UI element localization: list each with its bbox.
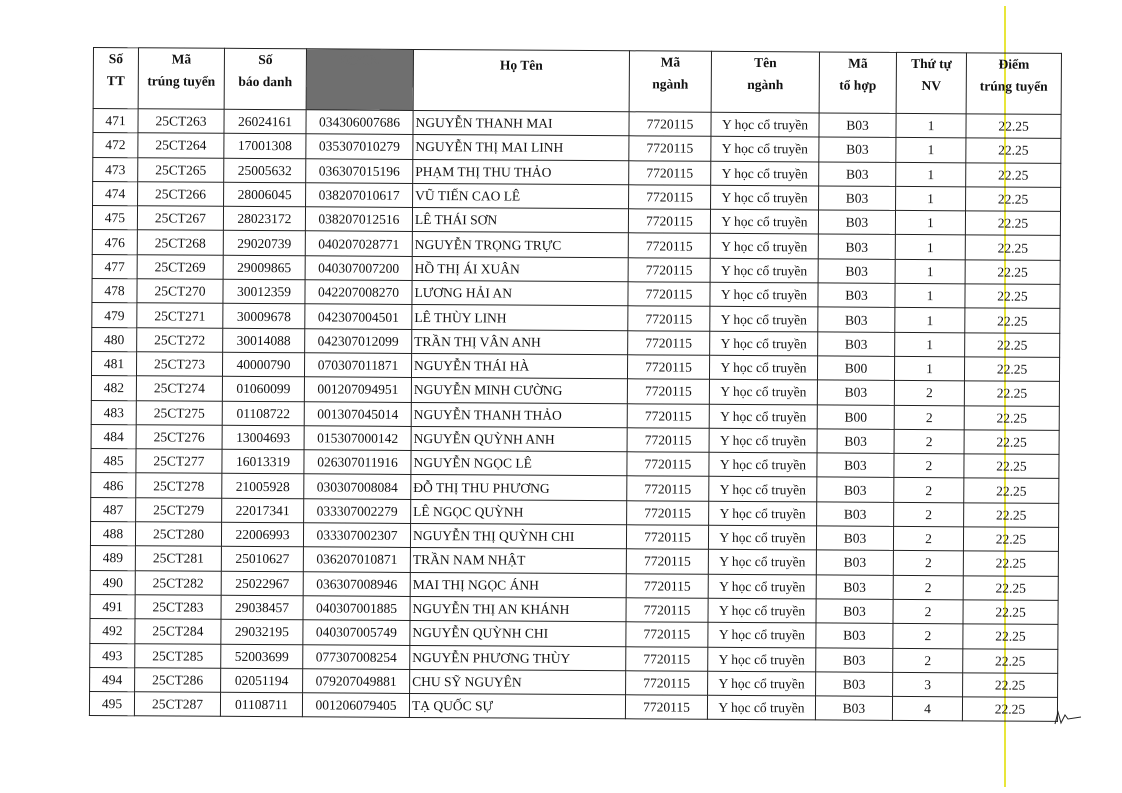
cell-ddcn: 042307012099 bbox=[305, 328, 412, 353]
cell-ddcn: 033307002279 bbox=[304, 499, 411, 524]
cell-ho-ten: NGUYỄN THANH THẢO bbox=[411, 402, 627, 428]
cell-ma-nganh: 7720115 bbox=[628, 209, 710, 234]
cell-so-bao-danh: 17001308 bbox=[224, 134, 306, 159]
cell-diem: 22.25 bbox=[964, 405, 1059, 430]
cell-ma-trung-tuyen: 25CT280 bbox=[135, 522, 221, 547]
cell-ma-nganh: 7720115 bbox=[628, 233, 710, 258]
cell-stt: 473 bbox=[93, 157, 138, 182]
cell-ho-ten: NGUYỄN PHƯƠNG THÙY bbox=[410, 645, 626, 671]
cell-stt: 478 bbox=[92, 279, 137, 304]
cell-ma-trung-tuyen: 25CT270 bbox=[137, 279, 223, 304]
cell-diem: 22.25 bbox=[963, 648, 1058, 673]
cell-diem: 22.25 bbox=[966, 187, 1061, 212]
cell-ddcn: 036207010871 bbox=[303, 547, 410, 572]
cell-ma-to-hop: B03 bbox=[816, 672, 893, 697]
cell-ten-nganh: Y học cổ truyền bbox=[708, 525, 816, 550]
cell-so-bao-danh: 22017341 bbox=[222, 498, 304, 523]
cell-stt: 475 bbox=[92, 206, 137, 231]
cell-ddcn: 034306007686 bbox=[306, 110, 413, 135]
cell-stt: 488 bbox=[90, 522, 135, 547]
header-thu-tu-nv: Thứ tự NV bbox=[896, 52, 966, 113]
cell-ma-to-hop: B03 bbox=[818, 283, 895, 308]
cell-stt: 491 bbox=[90, 594, 135, 619]
cell-ho-ten: PHẠM THỊ THU THẢO bbox=[413, 159, 629, 185]
cell-ma-to-hop: B00 bbox=[817, 404, 894, 429]
cell-ma-nganh: 7720115 bbox=[628, 330, 710, 355]
table-row bbox=[89, 692, 1057, 722]
header-ten-nganh: Tên ngành bbox=[711, 51, 819, 113]
cell-ma-to-hop: B03 bbox=[817, 453, 894, 478]
cell-stt: 492 bbox=[90, 619, 135, 644]
cell-ten-nganh: Y học cổ truyền bbox=[709, 355, 817, 380]
cell-stt: 494 bbox=[90, 667, 135, 692]
cell-so-bao-danh: 29032195 bbox=[221, 620, 303, 645]
cell-ten-nganh: Y học cổ truyền bbox=[709, 501, 817, 526]
cell-ddcn: 079207049881 bbox=[303, 669, 410, 694]
cell-thu-tu-nv: 1 bbox=[896, 138, 966, 163]
cell-diem: 22.25 bbox=[963, 624, 1058, 649]
cell-stt: 471 bbox=[93, 109, 138, 134]
cell-ddcn: 001307045014 bbox=[304, 401, 411, 426]
cell-so-bao-danh: 29020739 bbox=[223, 231, 305, 256]
cell-stt: 479 bbox=[92, 303, 137, 328]
cell-ma-to-hop: B03 bbox=[818, 234, 895, 259]
cell-ma-to-hop: B03 bbox=[819, 186, 896, 211]
cell-ho-ten: CHU SỸ NGUYÊN bbox=[410, 669, 626, 695]
cell-ma-trung-tuyen: 25CT266 bbox=[138, 182, 224, 207]
cell-thu-tu-nv: 1 bbox=[895, 308, 965, 333]
cell-ten-nganh: Y học cổ truyền bbox=[709, 428, 817, 453]
cell-ma-to-hop: B03 bbox=[819, 162, 896, 187]
cell-stt: 480 bbox=[92, 327, 137, 352]
admission-list-table bbox=[89, 47, 1062, 722]
cell-ma-trung-tuyen: 25CT274 bbox=[136, 376, 222, 401]
cell-ho-ten: LÊ THÙY LINH bbox=[412, 305, 628, 331]
cell-diem: 22.25 bbox=[965, 308, 1060, 333]
cell-stt: 472 bbox=[93, 133, 138, 158]
cell-thu-tu-nv: 1 bbox=[895, 283, 965, 308]
cell-ma-nganh: 7720115 bbox=[626, 573, 708, 598]
header-diem-trung-tuyen: Điểm trúng tuyển bbox=[966, 53, 1061, 115]
cell-ten-nganh: Y học cổ truyền bbox=[709, 477, 817, 502]
cell-stt: 485 bbox=[91, 449, 136, 474]
cell-thu-tu-nv: 2 bbox=[894, 405, 964, 430]
cell-ho-ten: LÊ NGỌC QUỲNH bbox=[411, 499, 627, 525]
cell-so-bao-danh: 25022967 bbox=[221, 571, 303, 596]
cell-diem: 22.25 bbox=[964, 503, 1059, 528]
cell-ma-to-hop: B03 bbox=[816, 526, 893, 551]
cell-ddcn: 040307001885 bbox=[303, 596, 410, 621]
cell-thu-tu-nv: 1 bbox=[895, 259, 965, 284]
cell-thu-tu-nv: 1 bbox=[896, 162, 966, 187]
cell-ma-nganh: 7720115 bbox=[627, 355, 709, 380]
header-ho-ten: Họ Tên bbox=[413, 49, 629, 111]
cell-thu-tu-nv: 2 bbox=[894, 478, 964, 503]
cell-ma-to-hop: B03 bbox=[818, 210, 895, 235]
cell-ddcn: 042307004501 bbox=[305, 304, 412, 329]
cell-diem: 22.25 bbox=[962, 697, 1057, 722]
cell-thu-tu-nv: 1 bbox=[896, 113, 966, 138]
cell-ma-trung-tuyen: 25CT285 bbox=[135, 643, 221, 668]
cell-so-bao-danh: 30012359 bbox=[223, 279, 305, 304]
cell-ho-ten: NGUYỄN NGỌC LÊ bbox=[411, 451, 627, 477]
cell-ma-to-hop: B03 bbox=[816, 647, 893, 672]
cell-ma-trung-tuyen: 25CT271 bbox=[137, 303, 223, 328]
cell-ma-trung-tuyen: 25CT264 bbox=[138, 133, 224, 158]
cell-ho-ten: TRẦN NAM NHẬT bbox=[410, 548, 626, 574]
cell-stt: 482 bbox=[91, 376, 136, 401]
cell-so-bao-danh: 02051194 bbox=[221, 668, 303, 693]
cell-so-bao-danh: 21005928 bbox=[222, 474, 304, 499]
header-ma-trung-tuyen: Mã trúng tuyển bbox=[138, 48, 224, 110]
cell-ho-ten: LÊ THÁI SƠN bbox=[412, 208, 628, 234]
cell-diem: 22.25 bbox=[964, 478, 1059, 503]
cell-ten-nganh: Y học cổ truyền bbox=[710, 258, 818, 283]
cell-ma-trung-tuyen: 25CT279 bbox=[136, 498, 222, 523]
cell-ma-nganh: 7720115 bbox=[627, 501, 709, 526]
cell-ho-ten: NGUYỄN TRỌNG TRỰC bbox=[412, 232, 628, 258]
cell-ma-to-hop: B03 bbox=[816, 623, 893, 648]
cell-thu-tu-nv: 2 bbox=[893, 526, 963, 551]
cell-ddcn: 001206079405 bbox=[302, 693, 409, 718]
cell-ddcn: 038207012516 bbox=[305, 207, 412, 232]
cell-ma-nganh: 7720115 bbox=[628, 282, 710, 307]
cell-ma-trung-tuyen: 25CT284 bbox=[135, 619, 221, 644]
cell-thu-tu-nv: 2 bbox=[893, 599, 963, 624]
cell-ma-trung-tuyen: 25CT286 bbox=[135, 668, 221, 693]
cell-ten-nganh: Y học cổ truyền bbox=[710, 331, 818, 356]
cell-ho-ten: MAI THỊ NGỌC ÁNH bbox=[410, 572, 626, 598]
cell-ma-trung-tuyen: 25CT265 bbox=[138, 157, 224, 182]
table-body bbox=[89, 109, 1061, 722]
cell-ma-trung-tuyen: 25CT281 bbox=[135, 546, 221, 571]
cell-ho-ten: ĐỖ THỊ THU PHƯƠNG bbox=[411, 475, 627, 501]
cell-ten-nganh: Y học cổ truyền bbox=[711, 161, 819, 186]
cell-so-bao-danh: 25005632 bbox=[224, 158, 306, 183]
cell-stt: 495 bbox=[89, 692, 134, 717]
cell-thu-tu-nv: 2 bbox=[893, 624, 963, 649]
cell-ma-trung-tuyen: 25CT277 bbox=[136, 449, 222, 474]
cell-ma-nganh: 7720115 bbox=[627, 476, 709, 501]
cell-ma-to-hop: B03 bbox=[817, 477, 894, 502]
cell-diem: 22.25 bbox=[965, 235, 1060, 260]
cell-so-bao-danh: 30009678 bbox=[223, 304, 305, 329]
cell-ma-trung-tuyen: 25CT278 bbox=[136, 473, 222, 498]
cell-ma-trung-tuyen: 25CT263 bbox=[138, 109, 224, 134]
cell-so-bao-danh: 01108722 bbox=[222, 401, 304, 426]
cell-so-bao-danh: 13004693 bbox=[222, 425, 304, 450]
cell-ma-nganh: 7720115 bbox=[629, 136, 711, 161]
cell-diem: 22.25 bbox=[965, 211, 1060, 236]
cell-ma-nganh: 7720115 bbox=[627, 428, 709, 453]
header-ddcn: ĐDCN bbox=[306, 49, 413, 111]
cell-ma-nganh: 7720115 bbox=[626, 622, 708, 647]
cell-so-bao-danh: 01060099 bbox=[222, 377, 304, 402]
cell-so-bao-danh: 22006993 bbox=[221, 522, 303, 547]
cell-diem: 22.25 bbox=[964, 381, 1059, 406]
cell-ten-nganh: Y học cổ truyền bbox=[708, 671, 816, 696]
cell-ma-to-hop: B03 bbox=[817, 380, 894, 405]
cell-ddcn: 001207094951 bbox=[304, 377, 411, 402]
cell-thu-tu-nv: 2 bbox=[893, 551, 963, 576]
cell-ma-nganh: 7720115 bbox=[625, 695, 707, 720]
cell-thu-tu-nv: 2 bbox=[893, 648, 963, 673]
cell-so-bao-danh: 28006045 bbox=[224, 182, 306, 207]
cell-ma-to-hop: B03 bbox=[818, 307, 895, 332]
cell-ma-to-hop: B03 bbox=[816, 575, 893, 600]
cell-so-bao-danh: 28023172 bbox=[223, 206, 305, 231]
cell-ho-ten: NGUYỄN THÁI HÀ bbox=[411, 353, 627, 379]
cell-thu-tu-nv: 3 bbox=[893, 672, 963, 697]
cell-thu-tu-nv: 2 bbox=[894, 381, 964, 406]
cell-thu-tu-nv: 1 bbox=[894, 356, 964, 381]
cell-stt: 476 bbox=[92, 230, 137, 255]
cell-ho-ten: NGUYỄN QUỲNH CHI bbox=[410, 621, 626, 647]
cell-ho-ten: NGUYỄN MINH CƯỜNG bbox=[411, 378, 627, 404]
cell-ma-to-hop: B03 bbox=[817, 429, 894, 454]
cell-ma-to-hop: B03 bbox=[819, 113, 896, 138]
cell-ten-nganh: Y học cổ truyền bbox=[708, 598, 816, 623]
cell-so-bao-danh: 52003699 bbox=[221, 644, 303, 669]
cell-stt: 481 bbox=[91, 351, 136, 376]
cell-diem: 22.25 bbox=[963, 673, 1058, 698]
cell-ten-nganh: Y học cổ truyền bbox=[711, 185, 819, 210]
cell-thu-tu-nv: 1 bbox=[895, 211, 965, 236]
cell-ho-ten: NGUYỄN THANH MAI bbox=[413, 110, 629, 136]
cell-ma-nganh: 7720115 bbox=[626, 646, 708, 671]
cell-ddcn: 026307011916 bbox=[304, 450, 411, 475]
cell-diem: 22.25 bbox=[963, 600, 1058, 625]
cell-ddcn: 077307008254 bbox=[303, 644, 410, 669]
admission-list-table-wrapper bbox=[89, 47, 1062, 722]
cell-ddcn: 070307011871 bbox=[304, 353, 411, 378]
cell-ddcn: 036307015196 bbox=[306, 158, 413, 183]
cell-ma-nganh: 7720115 bbox=[626, 598, 708, 623]
cell-thu-tu-nv: 1 bbox=[896, 186, 966, 211]
cell-diem: 22.25 bbox=[966, 138, 1061, 163]
cell-ten-nganh: Y học cổ truyền bbox=[708, 550, 816, 575]
cell-ho-ten: NGUYỄN THỊ MAI LINH bbox=[413, 135, 629, 161]
cell-so-bao-danh: 01108711 bbox=[220, 692, 302, 717]
cell-ten-nganh: Y học cổ truyền bbox=[709, 452, 817, 477]
cell-diem: 22.25 bbox=[965, 260, 1060, 285]
table-header-row bbox=[93, 48, 1061, 115]
cell-diem: 22.25 bbox=[964, 430, 1059, 455]
cell-ma-trung-tuyen: 25CT283 bbox=[135, 595, 221, 620]
cell-ma-to-hop: B03 bbox=[815, 696, 892, 721]
cell-so-bao-danh: 29038457 bbox=[221, 595, 303, 620]
cell-ho-ten: LƯƠNG HẢI AN bbox=[412, 281, 628, 307]
cell-ma-trung-tuyen: 25CT268 bbox=[137, 230, 223, 255]
cell-diem: 22.25 bbox=[965, 284, 1060, 309]
cell-ma-trung-tuyen: 25CT287 bbox=[134, 692, 220, 717]
cell-ma-to-hop: B03 bbox=[816, 599, 893, 624]
cell-thu-tu-nv: 2 bbox=[894, 502, 964, 527]
cell-ma-to-hop: B03 bbox=[818, 332, 895, 357]
cell-ho-ten: NGUYỄN THỊ AN KHÁNH bbox=[410, 596, 626, 622]
cell-ddcn: 040207028771 bbox=[305, 231, 412, 256]
cell-ten-nganh: Y học cổ truyền bbox=[711, 137, 819, 162]
cell-diem: 22.25 bbox=[966, 114, 1061, 139]
cell-thu-tu-nv: 4 bbox=[892, 697, 962, 722]
cell-ma-nganh: 7720115 bbox=[626, 549, 708, 574]
cell-so-bao-danh: 26024161 bbox=[224, 109, 306, 134]
cell-ma-trung-tuyen: 25CT269 bbox=[137, 255, 223, 280]
cell-ddcn: 036307008946 bbox=[303, 571, 410, 596]
cell-diem: 22.25 bbox=[964, 454, 1059, 479]
cell-thu-tu-nv: 1 bbox=[895, 332, 965, 357]
cell-ho-ten: HỒ THỊ ÁI XUÂN bbox=[412, 256, 628, 282]
cell-so-bao-danh: 25010627 bbox=[221, 547, 303, 572]
cell-ma-nganh: 7720115 bbox=[626, 525, 708, 550]
cell-so-bao-danh: 29009865 bbox=[223, 255, 305, 280]
cell-ma-to-hop: B03 bbox=[817, 502, 894, 527]
cell-ma-to-hop: B03 bbox=[816, 550, 893, 575]
cell-ma-nganh: 7720115 bbox=[629, 160, 711, 185]
cell-ma-nganh: 7720115 bbox=[628, 306, 710, 331]
cell-ddcn: 040307007200 bbox=[305, 256, 412, 281]
cell-ho-ten: VŨ TIẾN CAO LÊ bbox=[413, 183, 629, 209]
cell-stt: 484 bbox=[91, 424, 136, 449]
header-ma-nganh: Mã ngành bbox=[629, 51, 711, 112]
cell-stt: 474 bbox=[93, 181, 138, 206]
header-stt: Số TT bbox=[93, 48, 138, 109]
signature-mark bbox=[1053, 706, 1083, 728]
cell-stt: 486 bbox=[91, 473, 136, 498]
cell-ten-nganh: Y học cổ truyền bbox=[707, 695, 815, 720]
cell-thu-tu-nv: 2 bbox=[893, 575, 963, 600]
cell-diem: 22.25 bbox=[963, 575, 1058, 600]
cell-ddcn: 035307010279 bbox=[306, 134, 413, 159]
cell-ma-nganh: 7720115 bbox=[626, 671, 708, 696]
cell-ma-trung-tuyen: 25CT273 bbox=[136, 352, 222, 377]
cell-thu-tu-nv: 1 bbox=[895, 235, 965, 260]
cell-ma-trung-tuyen: 25CT267 bbox=[137, 206, 223, 231]
cell-ten-nganh: Y học cổ truyền bbox=[708, 647, 816, 672]
cell-ho-ten: TẠ QUỐC SỰ bbox=[409, 694, 625, 720]
header-ma-to-hop: Mã tổ hợp bbox=[819, 52, 896, 113]
cell-ma-trung-tuyen: 25CT276 bbox=[136, 425, 222, 450]
cell-ten-nganh: Y học cổ truyền bbox=[710, 307, 818, 332]
cell-ma-nganh: 7720115 bbox=[627, 403, 709, 428]
cell-ma-trung-tuyen: 25CT275 bbox=[136, 400, 222, 425]
cell-ddcn: 030307008084 bbox=[304, 474, 411, 499]
cell-stt: 490 bbox=[90, 570, 135, 595]
cell-ten-nganh: Y học cổ truyền bbox=[709, 404, 817, 429]
cell-stt: 477 bbox=[92, 254, 137, 279]
cell-thu-tu-nv: 2 bbox=[894, 429, 964, 454]
cell-diem: 22.25 bbox=[964, 357, 1059, 382]
cell-ma-to-hop: B03 bbox=[819, 137, 896, 162]
cell-diem: 22.25 bbox=[965, 333, 1060, 358]
cell-stt: 493 bbox=[90, 643, 135, 668]
cell-ddcn: 015307000142 bbox=[304, 426, 411, 451]
cell-ten-nganh: Y học cổ truyền bbox=[708, 623, 816, 648]
cell-diem: 22.25 bbox=[963, 527, 1058, 552]
cell-diem: 22.25 bbox=[966, 162, 1061, 187]
cell-so-bao-danh: 40000790 bbox=[222, 352, 304, 377]
cell-ddcn: 038207010617 bbox=[306, 183, 413, 208]
cell-stt: 489 bbox=[90, 546, 135, 571]
cell-ten-nganh: Y học cổ truyền bbox=[711, 112, 819, 137]
cell-ten-nganh: Y học cổ truyền bbox=[710, 234, 818, 259]
cell-ma-nganh: 7720115 bbox=[627, 379, 709, 404]
cell-ma-trung-tuyen: 25CT282 bbox=[135, 570, 221, 595]
cell-so-bao-danh: 16013319 bbox=[222, 449, 304, 474]
cell-ho-ten: NGUYỄN THỊ QUỲNH CHI bbox=[410, 523, 626, 549]
cell-ten-nganh: Y học cổ truyền bbox=[710, 209, 818, 234]
cell-ddcn: 042207008270 bbox=[305, 280, 412, 305]
cell-so-bao-danh: 30014088 bbox=[223, 328, 305, 353]
cell-ma-nganh: 7720115 bbox=[627, 452, 709, 477]
cell-ma-to-hop: B00 bbox=[817, 356, 894, 381]
cell-ten-nganh: Y học cổ truyền bbox=[709, 380, 817, 405]
cell-ten-nganh: Y học cổ truyền bbox=[708, 574, 816, 599]
cell-thu-tu-nv: 2 bbox=[894, 454, 964, 479]
cell-ddcn: 033307002307 bbox=[303, 523, 410, 548]
cell-ho-ten: NGUYỄN QUỲNH ANH bbox=[411, 426, 627, 452]
cell-ma-to-hop: B03 bbox=[818, 259, 895, 284]
cell-stt: 483 bbox=[91, 400, 136, 425]
cell-stt: 487 bbox=[91, 497, 136, 522]
cell-ma-trung-tuyen: 25CT272 bbox=[137, 327, 223, 352]
cell-diem: 22.25 bbox=[963, 551, 1058, 576]
cell-ma-nganh: 7720115 bbox=[628, 258, 710, 283]
header-so-bao-danh: Số báo danh bbox=[224, 48, 306, 109]
cell-ma-nganh: 7720115 bbox=[629, 112, 711, 137]
cell-ho-ten: TRẦN THỊ VÂN ANH bbox=[412, 329, 628, 355]
cell-ten-nganh: Y học cổ truyền bbox=[710, 282, 818, 307]
cell-ma-nganh: 7720115 bbox=[629, 185, 711, 210]
cell-ddcn: 040307005749 bbox=[303, 620, 410, 645]
